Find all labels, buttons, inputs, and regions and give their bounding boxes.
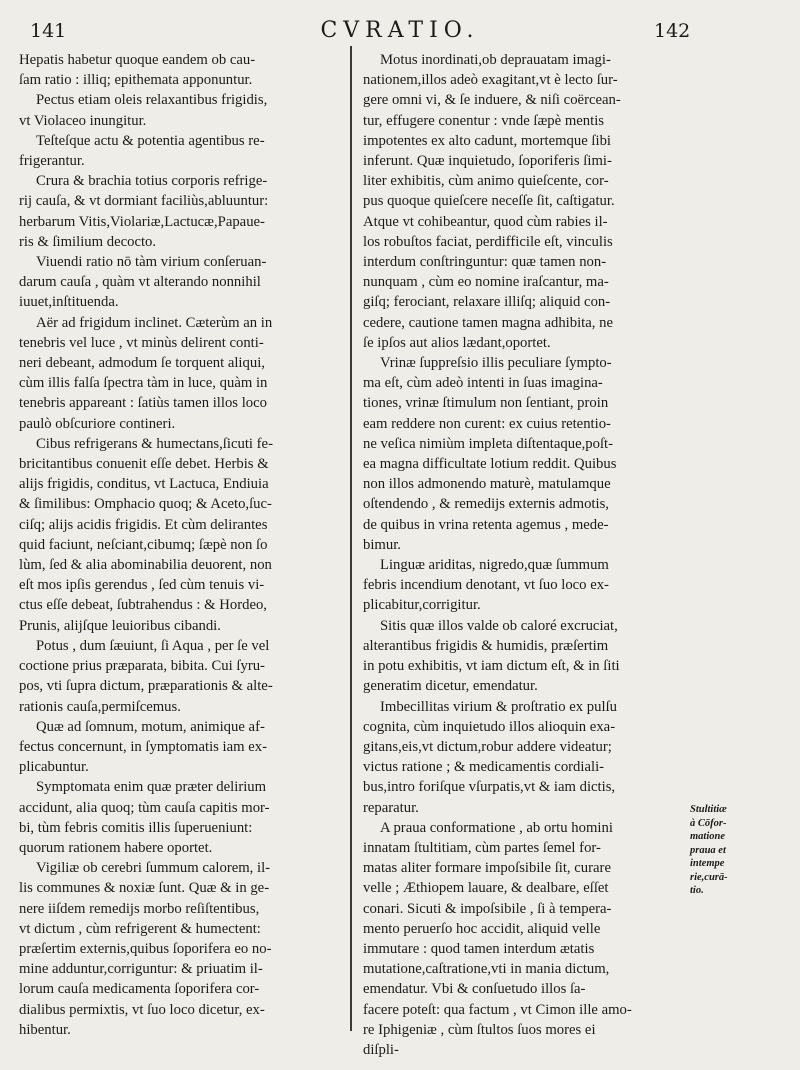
text-line: vt dictum , cùm refrigerent & humectent:: [19, 920, 261, 937]
text-line: de quibus in vrina retenta agemus , mede-: [363, 516, 609, 533]
text-line: bricitantibus conuenit eſſe debet. Herbis &: [19, 456, 269, 473]
text-line: pus quoque quieſcere neceſſe ſit, caſtigatur.: [363, 193, 615, 210]
text-line: cùm illis falſa ſpectra tàm in luce, quàm in: [19, 375, 268, 392]
text-line: lùm, ſed & alia abominabilia deuorent, non: [19, 557, 272, 574]
text-line: tiones, vrinæ ſtimulum non ſentiant, proin: [363, 395, 609, 412]
text-line: ciſq; alijs acidis frigidis. Et cùm delirantes: [19, 516, 268, 533]
text-line: impotentes ex alto cadunt, mortemque ſibi: [363, 132, 611, 149]
right-column: [363, 50, 688, 1060]
text-line: bus,intro foriſque vſurpatis,vt & iam dictis,: [363, 779, 616, 796]
marginal-note-line: Stultitiæ: [690, 804, 727, 815]
page-number-right: 142: [654, 20, 691, 42]
text-line: eſt mos ipſis gerendus , ſed cùm tenuis vi-: [19, 577, 265, 594]
text-line: A praua conformatione , ab ortu homini: [380, 819, 613, 836]
text-line: innatam ſtultitiam, cùm partes ſemel for-: [363, 839, 601, 856]
text-line: conari. Sicuti & impoſsibile , ſi à tempera-: [363, 900, 612, 917]
text-line: Pectus etiam oleis relaxantibus frigidis,: [36, 92, 268, 109]
text-line: ſam ratio : illiq; epithemata apponuntur.: [19, 72, 253, 89]
text-line: neri debeant, admodum ſe torquent aliqui,: [19, 355, 265, 372]
text-line: bimur.: [363, 536, 401, 553]
text-line: emendatur. Vbi & conſuetudo illos ſa-: [363, 981, 586, 998]
marginal-note-line: tio.: [690, 885, 704, 896]
text-line: facere poteſt: qua factum , vt Cimon ille amo-: [363, 1001, 632, 1018]
text-line: matas aliter formare impoſsibile ſit, curare: [363, 860, 611, 877]
text-line: ris & ſimilium decocto.: [19, 233, 157, 250]
text-line: tenebris appareant : ſatiùs tamen illos loco: [19, 395, 267, 412]
text-line: accidunt, alia quoq; tùm cauſa capitis mor-: [19, 799, 270, 816]
text-line: Vrinæ ſuppreſsio illis peculiare ſympto-: [380, 355, 612, 372]
text-line: in potu exhibitis, vt iam dictum eſt, & in ſiti: [363, 658, 620, 675]
text-line: plicabuntur.: [19, 759, 89, 776]
text-line: paulò obſcuriore contineri.: [19, 415, 176, 432]
text-line: coctione prius præparata, bibita. Cui ſyru-: [19, 658, 265, 675]
text-line: alterantibus frigidis & humidis, præſertim: [363, 637, 609, 654]
text-line: nere iiſdem remedijs morbo reſiſtentibus,: [19, 900, 260, 917]
text-line: mutatione,caſtratione,vti in mania dictum,: [363, 961, 610, 978]
text-line: oſtendendo , & remedijs externis admotis,: [363, 496, 609, 513]
text-line: Crura & brachia totius corporis refrige-: [36, 173, 268, 190]
text-line: frigerantur.: [19, 153, 85, 170]
text-line: Potus , dum ſæuiunt, ſi Aqua , per ſe vel: [36, 637, 270, 654]
text-line: Atque vt cohibeantur, quod cùm rabies il-: [363, 213, 608, 230]
column-divider: [350, 46, 352, 1031]
text-line: & ſimilibus: Omphacio quoq; & Aceto,ſuc-: [19, 496, 272, 513]
text-line: dialibus permixtis, vt ſuo loco dicetur, ex-: [19, 1001, 265, 1018]
text-line: victus ratione ; & medicamentis cordiali-: [363, 759, 605, 776]
text-line: darum cauſa , quàm vt alterando nonnihil: [19, 274, 261, 291]
text-line: reparatur.: [363, 799, 419, 816]
text-line: Teſteſque actu & potentia agentibus re-: [36, 132, 265, 149]
text-line: vt Violaceo inungitur.: [19, 112, 147, 129]
text-line: tur, effugere conentur : vnde ſæpè mentis: [363, 112, 605, 129]
text-line: rationis cauſa,permiſcemus.: [19, 698, 181, 715]
text-line: liter exhibitis, cùm animo quieſcente, cor-: [363, 173, 609, 190]
text-line: lis communes & noxiæ ſunt. Quæ & in ge-: [19, 880, 270, 897]
text-line: diſpli-: [363, 1041, 399, 1058]
running-head: CVRATIO.: [320, 18, 480, 43]
marginal-note-line: à Cōfor-: [690, 817, 727, 829]
text-line: cognita, cùm inquietudo illos alioquin exa-: [363, 718, 616, 735]
text-line: alijs frigidis, conditus, vt Lactuca, Endiuia: [19, 476, 269, 493]
text-line: ſe ipſos aut alios lædant,oportet.: [363, 334, 551, 351]
text-line: lorum cauſa medicamenta ſoporifera cor-: [19, 981, 260, 998]
text-line: nunquam , cùm eo nomine iraſcantur, ma-: [363, 274, 609, 291]
left-column: [19, 50, 342, 1040]
text-line: re Iphigeniæ , cùm ſtultos ſuos mores ei: [363, 1021, 596, 1038]
text-line: cedere, cautione tamen magna adhibita, ne: [363, 314, 613, 331]
text-line: febris incendium denotant, vt ſuo loco ex-: [363, 577, 609, 594]
text-line: giſq; ferociant, relaxare illiſq; aliquid con-: [363, 294, 611, 311]
text-line: bi, tùm febris comitis illis ſuperueniunt:: [19, 819, 253, 836]
page-number-left: 141: [30, 20, 67, 42]
text-line: mento peruerſo hoc accidit, aliquid velle: [363, 920, 601, 937]
text-line: pos, vti ſupra dictum, præparationis & alte-: [19, 678, 273, 695]
text-line: quid faciunt, neſciant,cibumq; ſæpè non ſo: [19, 536, 268, 553]
text-line: herbarum Vitis,Violariæ,Lactucæ,Papaue-: [19, 213, 265, 230]
text-line: Symptomata enim quæ præter delirium: [36, 779, 267, 796]
text-line: plicabitur,corrigitur.: [363, 597, 481, 614]
text-line: Motus inordinati,ob deprauatam imagi-: [380, 52, 611, 68]
text-line: mine adduntur,corriguntur: & priuatim il-: [19, 961, 263, 978]
text-line: gere omni vi, & ſe induere, & niſi coërcean-: [363, 92, 621, 109]
text-line: hibentur.: [19, 1021, 71, 1038]
marginal-note: [690, 803, 795, 898]
text-line: Aër ad frigidum inclinet. Cæterùm an in: [36, 314, 273, 331]
text-line: Quæ ad ſomnum, motum, animique af-: [36, 718, 265, 735]
text-line: ma eſt, cùm adeò intenti in ſuas imagina-: [363, 375, 603, 392]
text-line: rij cauſa, & vt dormiant faciliùs,abluuntur:: [19, 193, 269, 210]
marginal-note-line: rie,curā-: [690, 871, 728, 883]
text-line: generatim dicetur, emendatur.: [363, 678, 538, 695]
text-line: Linguæ ariditas, nigredo,quæ ſummum: [380, 557, 609, 574]
text-line: iuuet,inſtituenda.: [19, 294, 119, 311]
marginal-note-line: intempe: [690, 858, 725, 869]
text-line: interdum conſtringuntur: quæ tamen non-: [363, 254, 607, 271]
text-line: Prunis, alijſque leuioribus cibandi.: [19, 617, 221, 634]
text-line: Hepatis habetur quoque eandem ob cau-: [19, 52, 256, 68]
text-line: immutare : quod tamen interdum ætatis: [363, 940, 595, 957]
text-line: Cibus refrigerans & humectans,ſicuti fe-: [36, 435, 273, 452]
text-line: gitans,eis,vt dictum,robur addere videatur;: [363, 738, 612, 755]
text-line: præſertim externis,quibus ſoporifera eo no-: [19, 940, 272, 957]
text-line: velle ; Æthiopem lauare, & dealbare, eſſet: [363, 880, 609, 897]
text-line: Vigiliæ ob cerebri ſummum calorem, il-: [36, 860, 271, 877]
marginal-note-line: praua et: [690, 844, 726, 856]
text-line: quorum rationem habere oportet.: [19, 839, 213, 856]
text-line: inferunt. Quæ inquietudo, ſoporiferis ſimi-: [363, 153, 612, 170]
text-line: fectus concernunt, in ſymptomatis iam ex-: [19, 738, 267, 755]
text-line: los robuſtos faciat, perdifficile eſt, vinculis: [363, 233, 613, 250]
text-line: Sitis quæ illos valde ob caloré excruciat,: [380, 617, 618, 634]
text-line: Imbecillitas virium & proſtratio ex pulſu: [380, 698, 617, 715]
text-line: eam reddere non curent: ex cuius retentio-: [363, 415, 611, 432]
text-line: tenebris vel luce , vt minùs delirent conti-: [19, 334, 264, 351]
text-line: ne veſica nimiùm impleta diſtentaque,poſt-: [363, 435, 614, 452]
text-line: ea magna difficultate lotium reddit. Quibus: [363, 456, 617, 473]
text-line: non illos admonendo maturè, matulamque: [363, 476, 611, 493]
text-line: ctus eſſe debeat, ſubtrahendus : & Hordeo,: [19, 597, 267, 614]
text-line: nationem,illos adeò exagitant,vt è lecto ſur-: [363, 72, 618, 89]
text-line: Viuendi ratio nō tàm virium conſeruan-: [36, 254, 267, 271]
marginal-note-line: matione: [690, 831, 726, 842]
